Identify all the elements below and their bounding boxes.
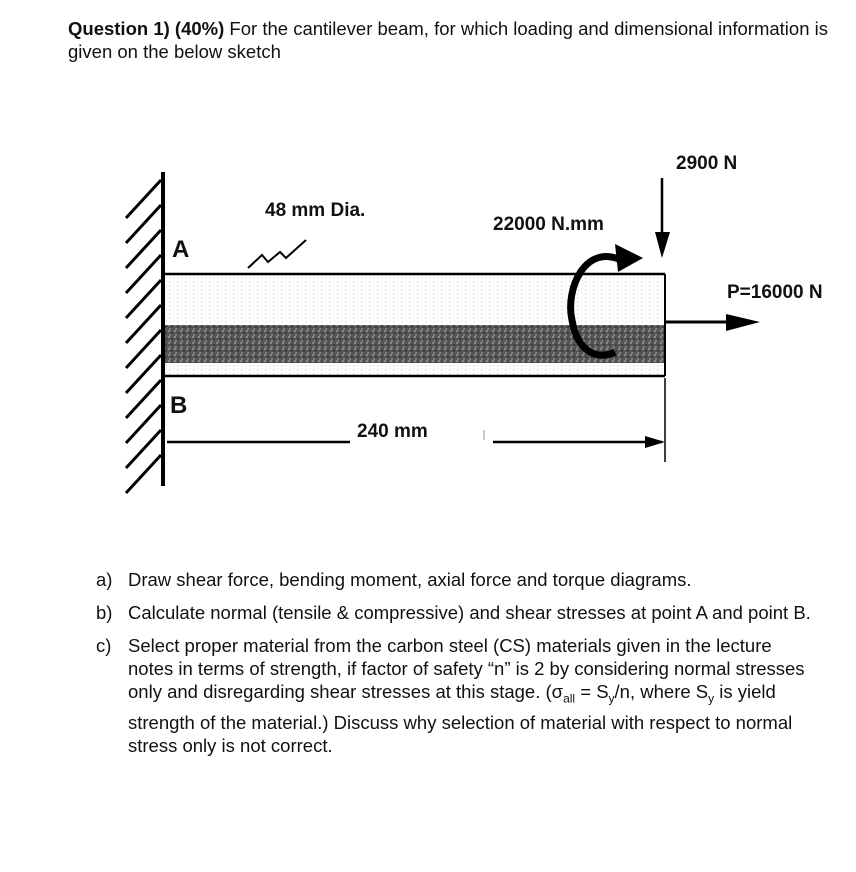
- list-item: [96, 601, 816, 624]
- question-number: Question 1) (40%): [68, 18, 225, 39]
- subscript-all: all: [563, 691, 576, 706]
- question-body: For the cantilever beam, for which loading and dimensional information is given on the below sketch: [68, 18, 829, 62]
- item-marker: c): [96, 635, 112, 656]
- length-dimension: [167, 378, 665, 462]
- fixed-wall-support: [126, 172, 163, 493]
- sigma-symbol: σ: [551, 681, 564, 702]
- diameter-label: 48 mm Dia.: [265, 200, 366, 221]
- vertical-load-arrow: [655, 178, 670, 258]
- torque-label: 22000 N.mm: [493, 214, 604, 235]
- item-text: [128, 634, 816, 757]
- vertical-load-label: 2900 N: [676, 153, 738, 174]
- item-text: Calculate normal (tensile & compressive) and shear stresses at point A and point B.: [128, 602, 811, 623]
- list-item: [96, 568, 816, 591]
- length-label: 240 mm: [357, 421, 428, 442]
- list-item: [96, 634, 816, 757]
- axial-load-arrow: [665, 314, 760, 331]
- axial-load-label: P=16000 N: [727, 282, 823, 303]
- diameter-leader: [248, 240, 306, 268]
- item-marker: b): [96, 602, 113, 623]
- subscript-y: y: [708, 691, 715, 706]
- subscript-y: y: [608, 691, 615, 706]
- item-text: Draw shear force, bending moment, axial force and torque diagrams.: [128, 569, 692, 590]
- point-b-label: B: [170, 392, 188, 419]
- item-text-part: Select proper material from the carbon steel (CS) materials given in the lecture notes in terms of strength, if factor of safety “n” is 2 by considering normal stresses only and disregarding shear stresses at this stage. (: [128, 635, 805, 702]
- point-a-label: A: [172, 236, 190, 263]
- item-marker: a): [96, 569, 113, 590]
- sub-questions: [96, 568, 816, 767]
- item-text-part: = S: [575, 681, 609, 702]
- item-text-part: /n, where S: [614, 681, 709, 702]
- item-text-part: is yield strength of the material.) Discuss why selection of material with respect to normal stress only is not correct.: [128, 681, 793, 756]
- beam: [165, 274, 665, 376]
